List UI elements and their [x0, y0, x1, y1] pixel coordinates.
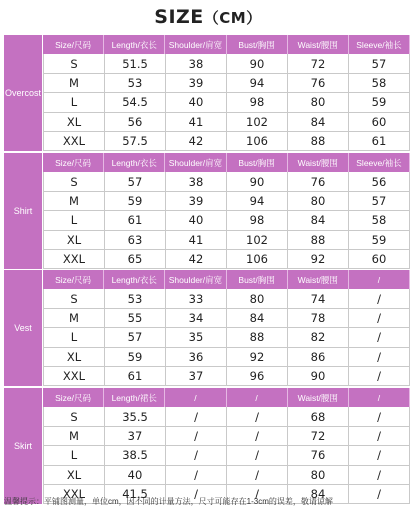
measurement-cell: / — [227, 407, 288, 426]
measurement-cell: 76 — [288, 74, 349, 93]
size-cell: S — [43, 172, 105, 191]
measurement-cell: / — [166, 427, 227, 446]
column-header: Bust/胸围 — [227, 35, 288, 54]
measurement-cell: / — [166, 446, 227, 465]
measurement-cell: 40 — [166, 211, 227, 230]
table-row — [43, 250, 410, 269]
measurement-cell: 37 — [166, 367, 227, 386]
measurement-cell: 82 — [288, 328, 349, 347]
table-row — [43, 93, 410, 112]
measurement-cell: 42 — [166, 250, 227, 269]
measurement-cell: 41 — [166, 113, 227, 132]
size-table-skirt — [4, 388, 410, 504]
table-row — [43, 367, 410, 386]
measurement-cell: 58 — [349, 74, 410, 93]
size-cell: M — [43, 74, 105, 93]
measurement-cell: 51.5 — [105, 54, 166, 73]
measurement-cell: 59 — [105, 348, 166, 367]
column-header: Bust/胸围 — [227, 270, 288, 289]
measurement-cell: 60 — [349, 113, 410, 132]
measurement-cell: 42 — [166, 132, 227, 151]
measurement-cell: / — [166, 407, 227, 426]
title-unit: （CM） — [203, 9, 262, 27]
table-row — [43, 172, 410, 191]
measurement-cell: 55 — [105, 309, 166, 328]
table-row — [43, 289, 410, 308]
column-header: Waist/腰围 — [288, 35, 349, 54]
measurement-cell: 72 — [288, 427, 349, 446]
measurement-cell: 78 — [288, 309, 349, 328]
measurement-cell: 84 — [288, 211, 349, 230]
table-row — [43, 54, 410, 73]
measurement-cell: / — [349, 446, 410, 465]
measurement-cell: 74 — [288, 289, 349, 308]
table-row — [43, 446, 410, 465]
measurement-cell: 102 — [227, 231, 288, 250]
size-cell: XXL — [43, 132, 105, 151]
measurement-cell: 36 — [166, 348, 227, 367]
column-header: Size/尺码 — [43, 388, 104, 407]
size-cell: L — [43, 211, 105, 230]
table-header-row — [43, 388, 410, 407]
measurement-cell: 41 — [166, 231, 227, 250]
measurement-cell: 60 — [349, 250, 410, 269]
measurement-cell: 80 — [288, 466, 349, 485]
table-row — [43, 309, 410, 328]
measurement-note: 温馨提示：平铺图测量，单位cm，因不同的计量方法，尺寸可能存在1-3cm的误差，敬请谅解 — [4, 497, 333, 506]
measurement-cell: 61 — [105, 367, 166, 386]
size-table-shirt — [4, 153, 410, 269]
size-cell: XL — [43, 466, 105, 485]
measurement-cell: 57 — [349, 54, 410, 73]
column-header: Length/裙长 — [104, 388, 165, 407]
measurement-cell: / — [349, 367, 410, 386]
column-header: Bust/胸围 — [227, 153, 288, 172]
size-cell: M — [43, 427, 105, 446]
table-row — [43, 427, 410, 446]
column-header: Size/尺码 — [43, 153, 104, 172]
size-cell: L — [43, 328, 105, 347]
measurement-cell: 80 — [288, 93, 349, 112]
size-cell: XXL — [43, 367, 105, 386]
measurement-cell: 84 — [227, 309, 288, 328]
table-row — [43, 74, 410, 93]
measurement-cell: / — [349, 407, 410, 426]
garment-label: Vest — [4, 270, 43, 386]
measurement-cell: 34 — [166, 309, 227, 328]
size-cell: XL — [43, 348, 105, 367]
measurement-cell: 96 — [227, 367, 288, 386]
measurement-cell: 38.5 — [105, 446, 166, 465]
measurement-cell: / — [349, 328, 410, 347]
size-cell: S — [43, 407, 105, 426]
size-cell: XL — [43, 231, 105, 250]
measurement-cell: 102 — [227, 113, 288, 132]
measurement-cell: / — [349, 427, 410, 446]
table-row — [43, 132, 410, 151]
measurement-cell: / — [227, 446, 288, 465]
measurement-cell: 92 — [288, 250, 349, 269]
measurement-cell: 40 — [166, 93, 227, 112]
measurement-cell: 61 — [349, 132, 410, 151]
measurement-cell: 56 — [105, 113, 166, 132]
measurement-cell: / — [349, 309, 410, 328]
title-text: SIZE — [154, 6, 204, 28]
measurement-cell: / — [349, 485, 410, 504]
measurement-cell: 63 — [105, 231, 166, 250]
measurement-cell: 53 — [105, 74, 166, 93]
table-row — [43, 466, 410, 485]
measurement-cell: 38 — [166, 172, 227, 191]
measurement-cell: 61 — [105, 211, 166, 230]
table-row — [43, 328, 410, 347]
table-header-row — [43, 153, 410, 172]
table-row — [43, 231, 410, 250]
column-header: Waist/腰围 — [288, 270, 349, 289]
measurement-cell: 86 — [288, 348, 349, 367]
column-header: Length/衣长 — [104, 35, 165, 54]
table-grid — [43, 35, 410, 151]
size-cell: XL — [43, 113, 105, 132]
table-header-row — [43, 35, 410, 54]
measurement-cell: 39 — [166, 74, 227, 93]
size-cell: M — [43, 309, 105, 328]
page-title — [0, 6, 416, 28]
measurement-cell: 53 — [105, 289, 166, 308]
measurement-cell: / — [227, 485, 288, 504]
measurement-cell: / — [227, 427, 288, 446]
column-header: Waist/腰围 — [288, 388, 349, 407]
measurement-cell: 38 — [166, 54, 227, 73]
measurement-cell: 94 — [227, 192, 288, 211]
size-cell: L — [43, 446, 105, 465]
size-table-vest — [4, 270, 410, 386]
column-header: Length/衣长 — [104, 153, 165, 172]
size-table-overcost — [4, 35, 410, 151]
measurement-cell: 57.5 — [105, 132, 166, 151]
size-cell: M — [43, 192, 105, 211]
measurement-cell: 84 — [288, 113, 349, 132]
measurement-cell: 57 — [349, 192, 410, 211]
measurement-cell: 88 — [227, 328, 288, 347]
measurement-cell: 92 — [227, 348, 288, 367]
column-header: / — [227, 388, 288, 407]
measurement-cell: / — [349, 466, 410, 485]
table-row — [43, 211, 410, 230]
measurement-cell: 41.5 — [105, 485, 166, 504]
measurement-cell: 106 — [227, 250, 288, 269]
measurement-cell: / — [166, 466, 227, 485]
measurement-cell: 37 — [105, 427, 166, 446]
measurement-cell: 76 — [288, 446, 349, 465]
measurement-cell: / — [349, 348, 410, 367]
measurement-cell: 57 — [105, 328, 166, 347]
measurement-cell: 84 — [288, 485, 349, 504]
measurement-cell: 76 — [288, 172, 349, 191]
column-header: Length/衣长 — [104, 270, 165, 289]
measurement-cell: 72 — [288, 54, 349, 73]
measurement-cell: / — [227, 466, 288, 485]
table-row — [43, 407, 410, 426]
measurement-cell: 106 — [227, 132, 288, 151]
measurement-cell: 94 — [227, 74, 288, 93]
table-row — [43, 348, 410, 367]
size-cell: XXL — [43, 485, 105, 504]
measurement-cell: 40 — [105, 466, 166, 485]
table-row — [43, 192, 410, 211]
garment-label: Overcost — [4, 35, 43, 151]
column-header: Size/尺码 — [43, 270, 104, 289]
measurement-cell: 80 — [288, 192, 349, 211]
column-header: / — [349, 270, 410, 289]
table-row — [43, 113, 410, 132]
size-cell: S — [43, 54, 105, 73]
measurement-cell: 65 — [105, 250, 166, 269]
column-header: Size/尺码 — [43, 35, 104, 54]
measurement-cell: 80 — [227, 289, 288, 308]
measurement-cell: 59 — [349, 231, 410, 250]
column-header: Sleeve/袖长 — [349, 153, 410, 172]
size-cell: S — [43, 289, 105, 308]
column-header: Waist/腰围 — [288, 153, 349, 172]
table-grid — [43, 388, 410, 504]
column-header: Shoulder/肩宽 — [165, 35, 226, 54]
column-header: Shoulder/肩宽 — [165, 153, 226, 172]
size-cell: L — [43, 93, 105, 112]
measurement-cell: 68 — [288, 407, 349, 426]
measurement-cell: 54.5 — [105, 93, 166, 112]
measurement-cell: 98 — [227, 211, 288, 230]
measurement-cell: 56 — [349, 172, 410, 191]
column-header: Sleeve/袖长 — [349, 35, 410, 54]
measurement-cell: 90 — [227, 54, 288, 73]
measurement-cell: 88 — [288, 231, 349, 250]
measurement-cell: 57 — [105, 172, 166, 191]
table-header-row — [43, 270, 410, 289]
table-grid — [43, 270, 410, 386]
measurement-cell: 33 — [166, 289, 227, 308]
measurement-cell: / — [349, 289, 410, 308]
measurement-cell: 59 — [105, 192, 166, 211]
column-header: / — [165, 388, 226, 407]
measurement-cell: 90 — [288, 367, 349, 386]
column-header: / — [349, 388, 410, 407]
measurement-cell: 98 — [227, 93, 288, 112]
measurement-cell: 35.5 — [105, 407, 166, 426]
measurement-cell: 59 — [349, 93, 410, 112]
measurement-cell: 39 — [166, 192, 227, 211]
measurement-cell: 35 — [166, 328, 227, 347]
measurement-cell: 90 — [227, 172, 288, 191]
measurement-cell: 58 — [349, 211, 410, 230]
size-cell: XXL — [43, 250, 105, 269]
garment-label: Shirt — [4, 153, 43, 269]
table-grid — [43, 153, 410, 269]
measurement-cell: 88 — [288, 132, 349, 151]
column-header: Shoulder/肩宽 — [165, 270, 226, 289]
garment-label: Skirt — [4, 388, 43, 504]
measurement-cell: / — [166, 485, 227, 504]
